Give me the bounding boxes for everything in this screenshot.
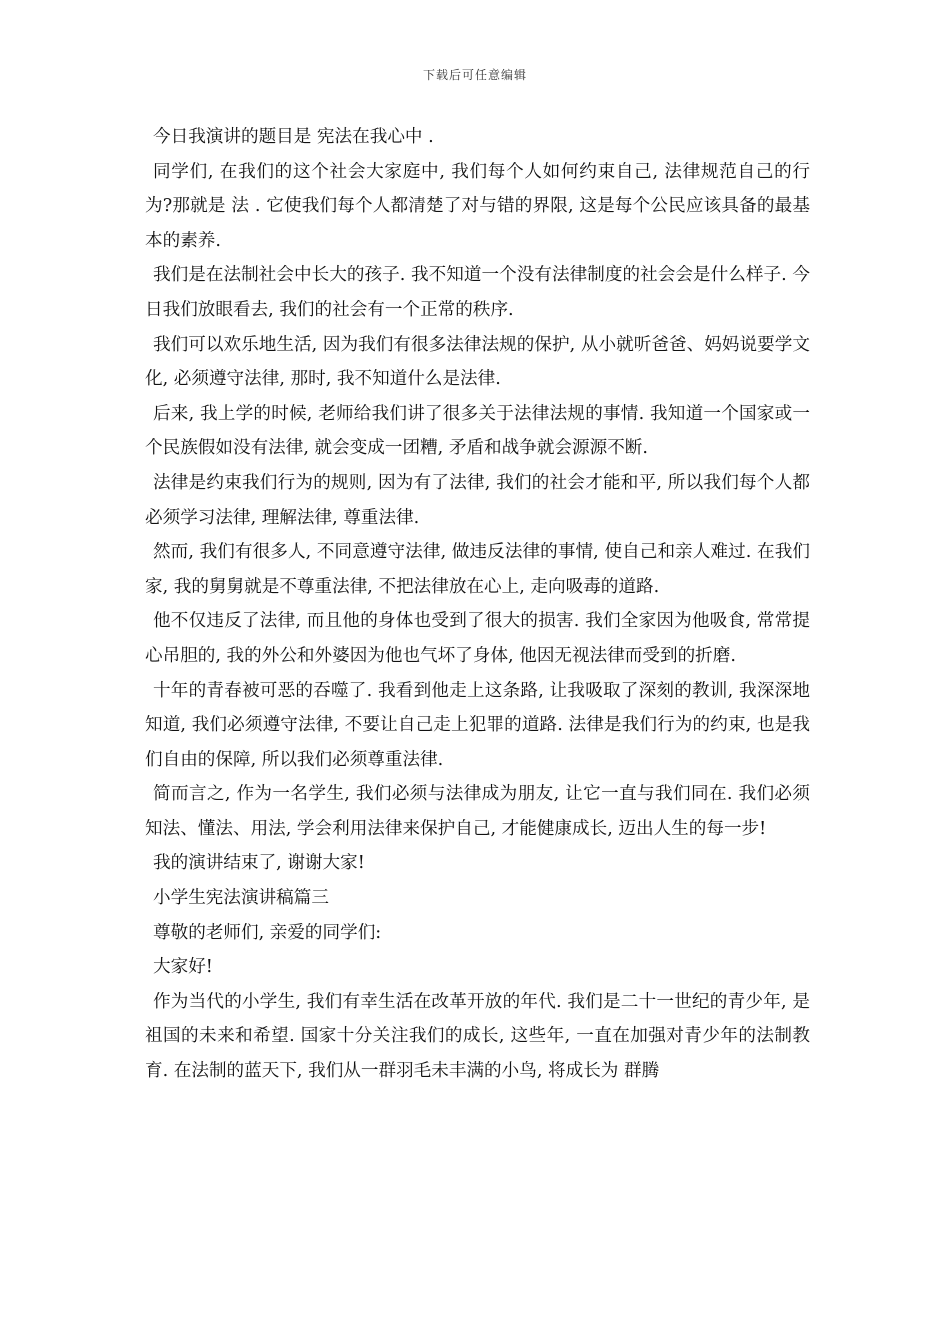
- greeting: 尊敬的老师们, 亲爱的同学们:: [153, 922, 382, 943]
- paragraph: 今日我演讲的题目是 宪法在我心中 .: [153, 127, 434, 147]
- body-text: [145, 120, 810, 1089]
- paragraph: 然而, 我们有很多人, 不同意遵守法律, 做违反法律的事情, 使自己和亲人难过. 在我们家, 我的舅舅就是不尊重法律, 不把法律放在心上, 走向吸毒的道路.: [145, 542, 810, 597]
- paragraph: 我的演讲结束了, 谢谢大家!: [153, 853, 365, 874]
- greeting: 大家好!: [153, 957, 213, 978]
- paragraph: 十年的青春被可恶的吞噬了. 我看到他走上这条路, 让我吸取了深刻的教训, 我深深地知道, 我们必须遵守法律, 不要让自己走上犯罪的道路. 法律是我们行为的约束, 也是我们自由的保障, 所以我们必须尊重法律.: [145, 680, 810, 770]
- page-header: 下载后可任意编辑: [422, 68, 527, 82]
- paragraph: 我们是在法制社会中长大的孩子. 我不知道一个没有法律制度的社会会是什么样子. 今日我们放眼看去, 我们的社会有一个正常的秩序.: [145, 265, 810, 320]
- paragraph: 他不仅违反了法律, 而且他的身体也受到了很大的损害. 我们全家因为他吸食, 常常提心吊胆的, 我的外公和外婆因为他也气坏了身体, 他因无视法律而受到的折磨.: [145, 611, 810, 666]
- paragraph: 法律是约束我们行为的规则, 因为有了法律, 我们的社会才能和平, 所以我们每个人都必须学习法律, 理解法律, 尊重法律.: [145, 472, 810, 528]
- paragraph: 简而言之, 作为一名学生, 我们必须与法律成为朋友, 让它一直与我们同在. 我们必须知法、懂法、用法, 学会利用法律来保护自己, 才能健康成长, 迈出人生的每一步!: [145, 784, 810, 839]
- section-title: 小学生宪法演讲稿篇三: [153, 888, 329, 909]
- paragraph: 作为当代的小学生, 我们有幸生活在改革开放的年代. 我们是二十一世纪的青少年, 是祖国的未来和希望. 国家十分关注我们的成长, 这些年, 一直在加强对青少年的法制教育. 在法制的蓝天下, 我们从一群羽毛未丰满的小鸟, 将成长为 群腾: [145, 991, 810, 1082]
- paragraph: 同学们, 在我们的这个社会大家庭中, 我们每个人如何约束自己, 法律规范自己的行为?那就是 法 . 它使我们每个人都清楚了对与错的界限, 这是每个公民应该具备的最基本的素养.: [145, 161, 810, 251]
- paragraph: 我们可以欢乐地生活, 因为我们有很多法律法规的保护, 从小就听爸爸、妈妈说要学文化, 必须遵守法律, 那时, 我不知道什么是法律.: [145, 334, 810, 390]
- paragraph: 后来, 我上学的时候, 老师给我们讲了很多关于法律法规的事情. 我知道一个国家或一个民族假如没有法律, 就会变成一团糟, 矛盾和战争就会源源不断.: [145, 403, 810, 459]
